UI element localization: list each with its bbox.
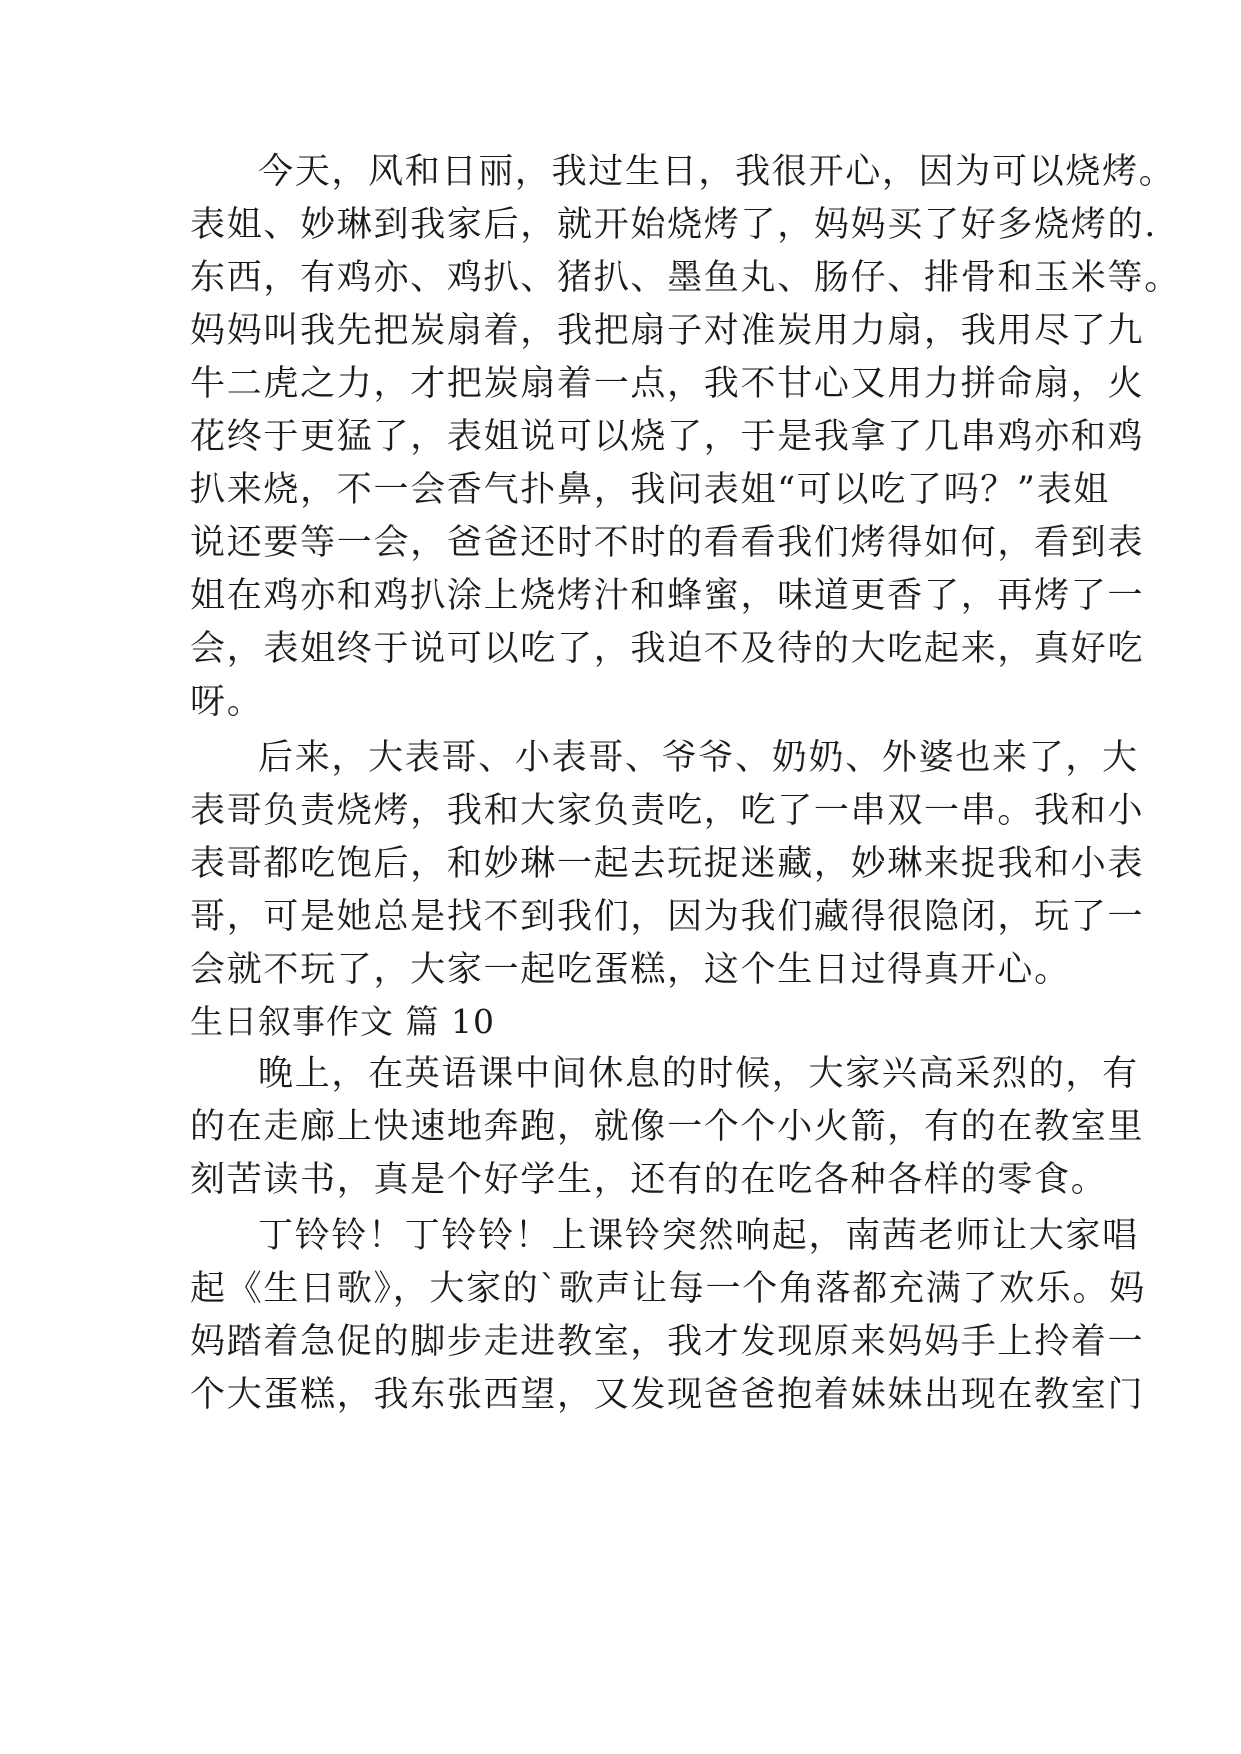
text-line: 表哥负责烧烤，我和大家负责吃，吃了一串双一串。我和小 bbox=[190, 791, 1145, 831]
text-line: 妈踏着急促的脚步走进教室，我才发现原来妈妈手上拎着一 bbox=[190, 1322, 1145, 1362]
text-line: 今天，风和日丽，我过生日，我很开心，因为可以烧烤。 bbox=[258, 152, 1176, 192]
text-line: 丁铃铃！丁铃铃！上课铃突然响起，南茜老师让大家唱 bbox=[258, 1216, 1139, 1256]
text-line: 会，表姐终于说可以吃了，我迫不及待的大吃起来，真好吃 bbox=[190, 629, 1145, 669]
text-line: 表姐、妙琳到我家后，就开始烧烤了，妈妈买了好多烧烤的. bbox=[190, 205, 1158, 245]
text-line: 表哥都吃饱后，和妙琳一起去玩捉迷藏，妙琳来捉我和小表 bbox=[190, 844, 1145, 884]
text-line: 妈妈叫我先把炭扇着，我把扇子对准炭用力扇，我用尽了九 bbox=[190, 311, 1145, 351]
text-line: 说还要等一会，爸爸还时不时的看看我们烤得如何，看到表 bbox=[190, 523, 1145, 563]
text-line: 起《生日歌》，大家的`歌声让每一个角落都充满了欢乐。妈 bbox=[190, 1269, 1146, 1309]
text-line: 会就不玩了，大家一起吃蛋糕，这个生日过得真开心。 bbox=[190, 950, 1071, 990]
text-line: 东西，有鸡亦、鸡扒、猪扒、墨鱼丸、肠仔、排骨和玉米等。 bbox=[190, 258, 1181, 298]
text-line: 后来，大表哥、小表哥、爷爷、奶奶、外婆也来了，大 bbox=[258, 738, 1139, 778]
text-line: 花终于更猛了，表姐说可以烧了，于是我拿了几串鸡亦和鸡 bbox=[190, 417, 1145, 457]
text-line: 牛二虎之力，才把炭扇着一点，我不甘心又用力拼命扇，火 bbox=[190, 364, 1145, 404]
section-heading: 生日叙事作文 篇 10 bbox=[190, 1002, 495, 1041]
text-line: 姐在鸡亦和鸡扒涂上烧烤汁和蜂蜜，味道更香了，再烤了一 bbox=[190, 576, 1145, 616]
text-line: 刻苦读书，真是个好学生，还有的在吃各种各样的零食。 bbox=[190, 1160, 1108, 1200]
text-line: 晚上，在英语课中间休息的时候，大家兴高采烈的，有 bbox=[258, 1054, 1139, 1094]
text-line: 呀。 bbox=[190, 682, 264, 722]
text-line: 个大蛋糕，我东张西望，又发现爸爸抱着妹妹出现在教室门 bbox=[190, 1375, 1145, 1415]
text-line: 扒来烧，不一会香气扑鼻，我问表姐“可以吃了吗？”表姐 bbox=[190, 470, 1110, 510]
text-line: 的在走廊上快速地奔跑，就像一个个小火箭，有的在教室里 bbox=[190, 1107, 1145, 1147]
text-line: 哥，可是她总是找不到我们，因为我们藏得很隐闭，玩了一 bbox=[190, 897, 1145, 937]
